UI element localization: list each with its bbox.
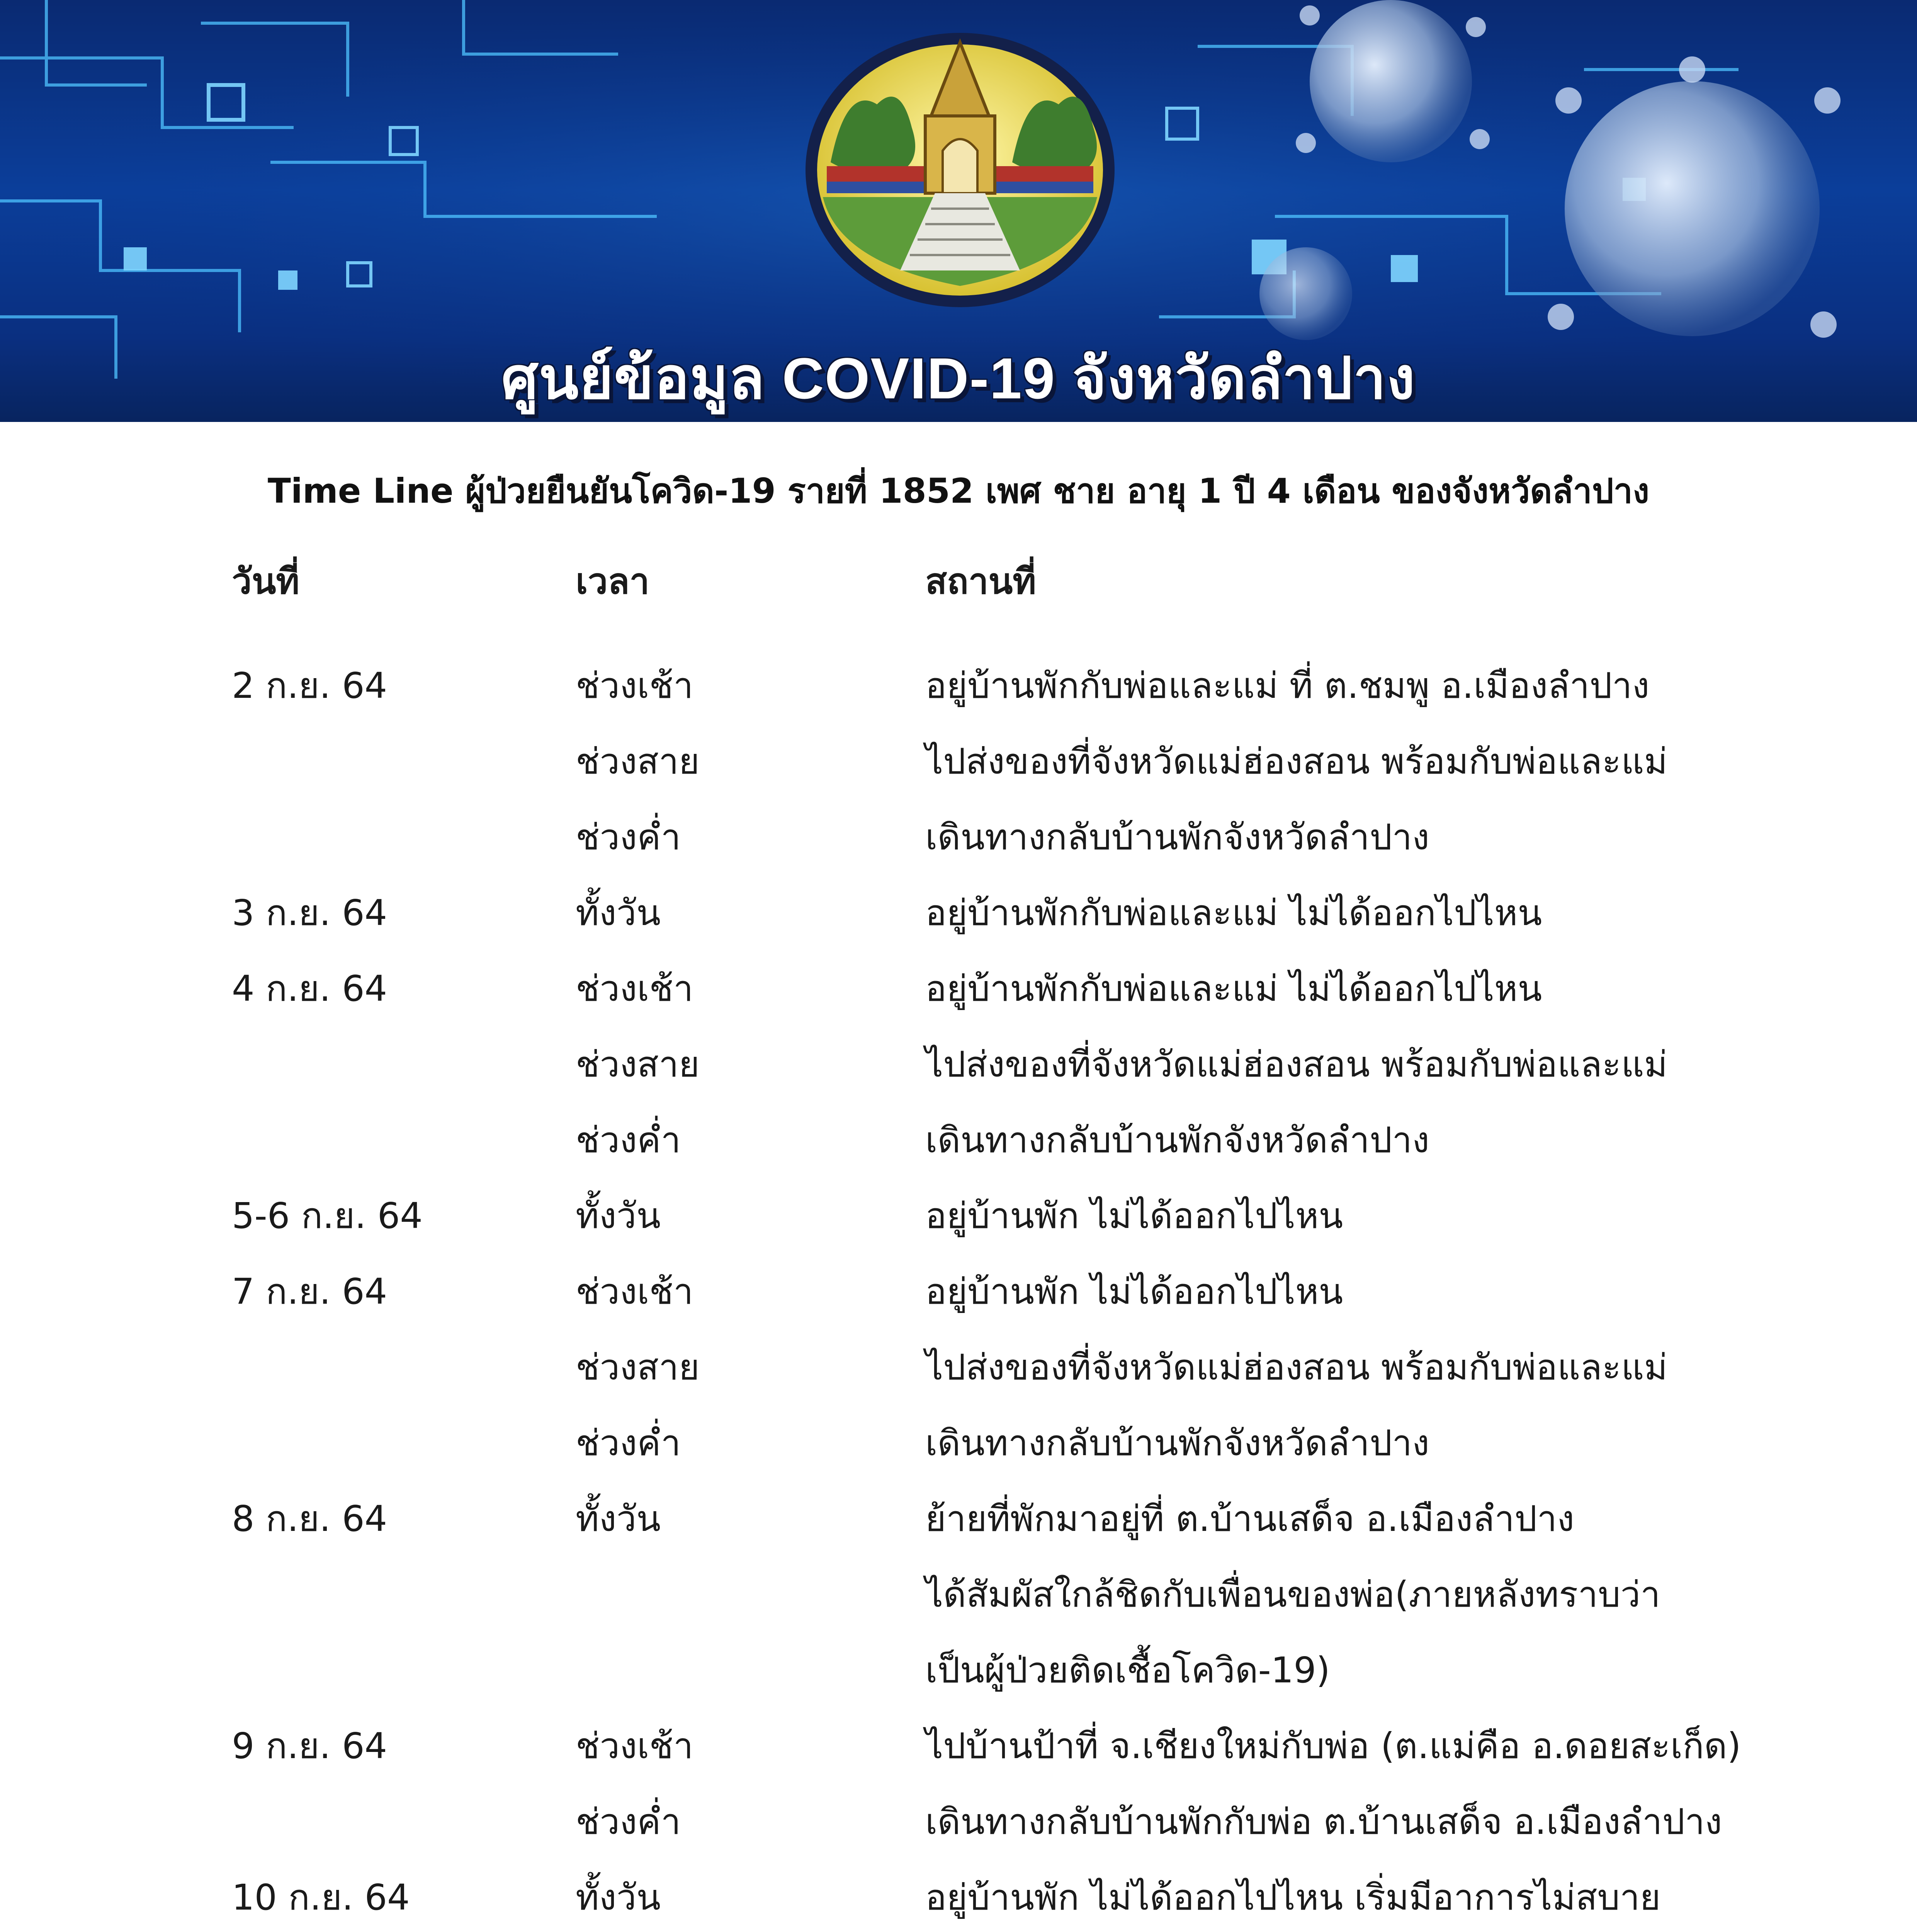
row-time: ช่วงค่ำ (576, 1119, 681, 1161)
row-place: เดินทางกลับบ้านพักกับพ่อ ต.บ้านเสด็จ อ.เมืองลำปาง (925, 1801, 1722, 1842)
banner-title: ศูนย์ข้อมูล COVID-19 จังหวัดลำปาง (501, 346, 1416, 411)
document-title: Time Line ผู้ป่วยยืนยันโควิด-19 รายที่ 1852 เพศ ชาย อายุ 1 ปี 4 เดือน ของจังหวัดลำปาง (267, 471, 1650, 511)
header-banner (0, 0, 1917, 422)
table-row (0, 657, 1917, 733)
row-time: ช่วงเช้า (576, 1271, 693, 1312)
table-header (0, 553, 1917, 628)
table-row (0, 884, 1917, 960)
row-time: ทั้งวัน (576, 1195, 661, 1236)
table-row (0, 1263, 1917, 1338)
row-place: ไปส่งของที่จังหวัดแม่ฮ่องสอน พร้อมกับพ่อและแม่ (925, 1347, 1668, 1388)
table-row (0, 1414, 1917, 1490)
row-date: 10 ก.ย. 64 (232, 1877, 410, 1918)
date-column-header: วันที่ (232, 561, 300, 602)
row-time: ทั้งวัน (576, 1877, 661, 1918)
row-time: ช่วงสาย (576, 1044, 700, 1085)
row-time: ช่วงเช้า (576, 968, 693, 1009)
row-place: ย้ายที่พักมาอยู่ที่ ต.บ้านเสด็จ อ.เมืองลำปาง (925, 1498, 1575, 1539)
row-place: ไปบ้านป้าที่ จ.เชียงใหม่กับพ่อ (ต.แม่คือ อ.ดอยสะเก็ด) (925, 1725, 1741, 1767)
row-place: อยู่บ้านพัก ไม่ได้ออกไปไหน เริ่มมีอาการไม่สบาย (925, 1877, 1661, 1918)
table-row (0, 1338, 1917, 1414)
row-time: ช่วงค่ำ (576, 1801, 681, 1842)
row-date: 2 ก.ย. 64 (232, 665, 387, 706)
row-date: 3 ก.ย. 64 (232, 892, 387, 934)
row-place: อยู่บ้านพักกับพ่อและแม่ ไม่ได้ออกไปไหน (925, 892, 1542, 934)
row-date: 4 ก.ย. 64 (232, 968, 387, 1009)
row-date: 9 ก.ย. 64 (232, 1725, 387, 1767)
row-time: ช่วงค่ำ (576, 816, 681, 858)
row-place: อยู่บ้านพักกับพ่อและแม่ ที่ ต.ชมพู อ.เมืองลำปาง (925, 665, 1650, 706)
row-time: ช่วงเช้า (576, 1725, 693, 1767)
provincial-seal (806, 33, 1115, 307)
row-date: 5-6 ก.ย. 64 (232, 1195, 423, 1236)
table-row (0, 808, 1917, 884)
row-place: ได้สัมผัสใกล้ชิดกับเพื่อนของพ่อ(ภายหลังทราบว่า (925, 1574, 1660, 1615)
row-place: เดินทางกลับบ้านพักจังหวัดลำปาง (925, 1119, 1429, 1161)
table-row (0, 960, 1917, 1036)
row-place: เป็นผู้ป่วยติดเชื้อโควิด-19) (925, 1650, 1330, 1691)
place-column-header: สถานที่ (925, 561, 1037, 602)
row-time: ช่วงเช้า (576, 665, 693, 706)
row-time: ทั้งวัน (576, 1498, 661, 1539)
row-date: 7 ก.ย. 64 (232, 1271, 387, 1312)
time-column-header: เวลา (576, 561, 650, 602)
table-row (0, 1793, 1917, 1869)
row-place: เดินทางกลับบ้านพักจังหวัดลำปาง (925, 816, 1429, 858)
table-row (0, 733, 1917, 808)
row-date: 8 ก.ย. 64 (232, 1498, 387, 1539)
row-time: ช่วงสาย (576, 741, 700, 782)
row-time: ทั้งวัน (576, 892, 661, 934)
table-row (0, 1717, 1917, 1793)
row-place: เดินทางกลับบ้านพักจังหวัดลำปาง (925, 1422, 1429, 1464)
table-row (0, 1869, 1917, 1932)
row-place: อยู่บ้านพัก ไม่ได้ออกไปไหน (925, 1195, 1343, 1236)
row-time: ช่วงสาย (576, 1347, 700, 1388)
table-row (0, 1111, 1917, 1187)
table-row (0, 1566, 1917, 1641)
table-row (0, 1187, 1917, 1263)
row-place: อยู่บ้านพักกับพ่อและแม่ ไม่ได้ออกไปไหน (925, 968, 1542, 1009)
row-place: อยู่บ้านพัก ไม่ได้ออกไปไหน (925, 1271, 1343, 1312)
table-row (0, 1641, 1917, 1717)
row-time: ช่วงค่ำ (576, 1422, 681, 1464)
row-place: ไปส่งของที่จังหวัดแม่ฮ่องสอน พร้อมกับพ่อและแม่ (925, 741, 1668, 782)
table-row (0, 1036, 1917, 1111)
table-row (0, 1490, 1917, 1566)
row-place: ไปส่งของที่จังหวัดแม่ฮ่องสอน พร้อมกับพ่อและแม่ (925, 1044, 1668, 1085)
